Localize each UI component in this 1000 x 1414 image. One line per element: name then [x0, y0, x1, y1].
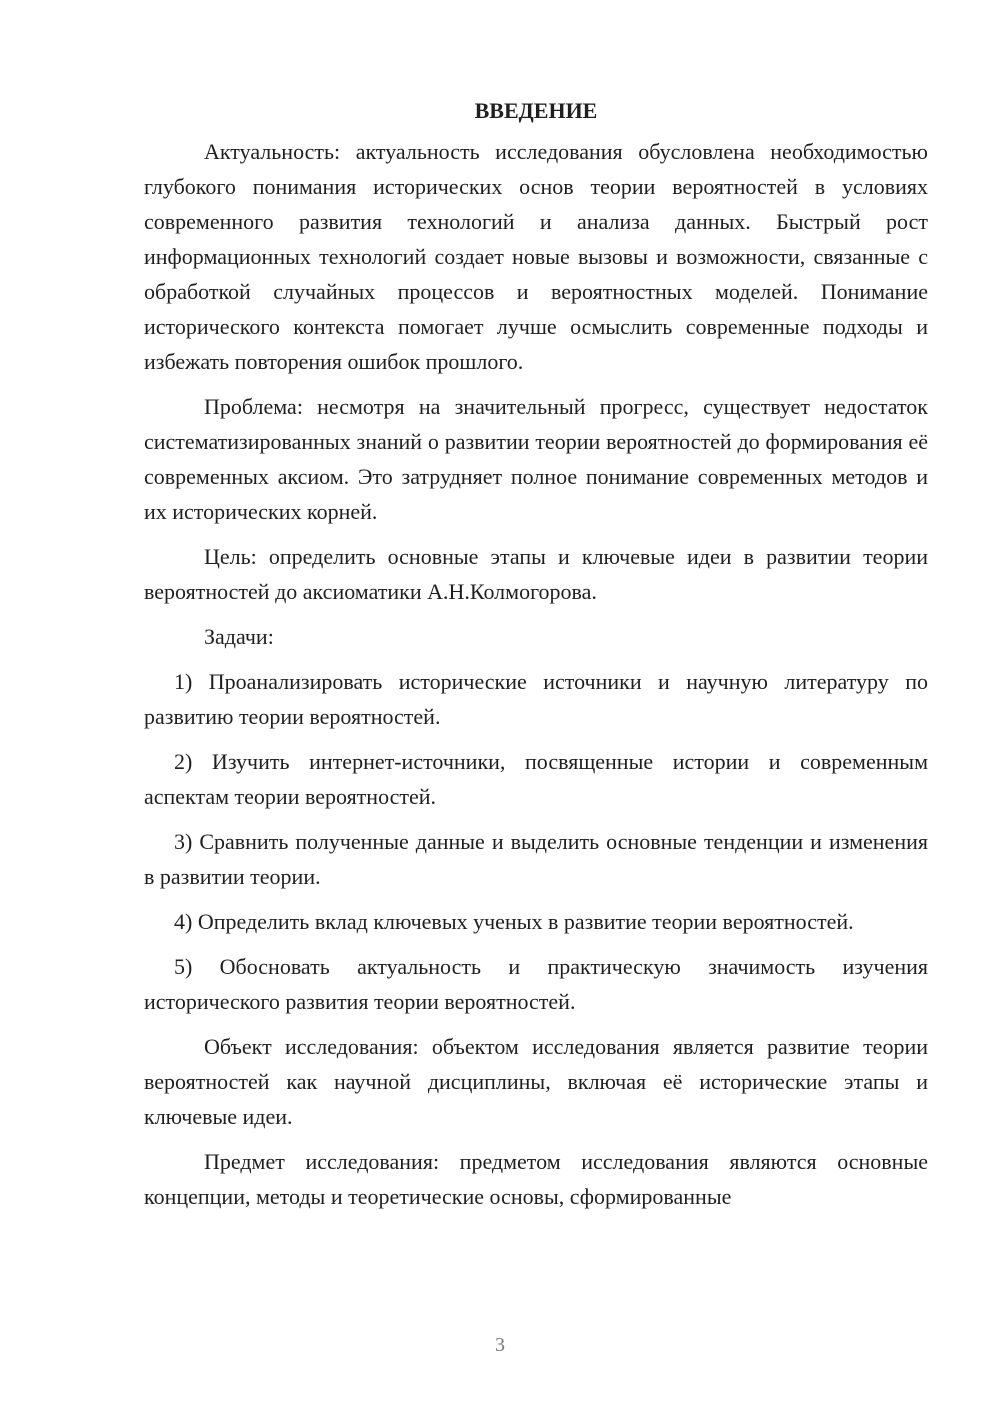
task-item-5: 5) Обосновать актуальность и практическую значимость изучения исторического развития теории вероятностей.	[144, 954, 928, 1014]
page-number: 3	[495, 1334, 505, 1356]
goal-paragraph: Цель: определить основные этапы и ключевые идеи в развитии теории вероятностей до аксиоматики А.Н.Колмогорова.	[144, 544, 928, 604]
task-item-4: 4) Определить вклад ключевых ученых в развитие теории вероятностей.	[174, 909, 854, 934]
task-item-2: 2) Изучить интернет-источники, посвященные истории и современным аспектам теории вероятностей.	[144, 749, 928, 809]
document-page	[144, 96, 928, 1224]
relevance-paragraph: Актуальность: актуальность исследования обусловлена необходимостью глубокого понимания исторических основ теории вероятностей в условиях современного развития технологий и анализа данных. Быстрый рост информационных технологий создает новые вызовы и возможности, связанные с обработкой случайных процессов и вероятностных моделей. Понимание исторического контекста помогает лучше осмыслить современные подходы и избежать повторения ошибок прошлого.	[144, 139, 928, 374]
tasks-heading: Задачи:	[204, 624, 274, 649]
task-item-3: 3) Сравнить полученные данные и выделить основные тенденции и изменения в развитии теории.	[144, 829, 928, 889]
subject-paragraph: Предмет исследования: предметом исследования являются основные концепции, методы и теоретические основы, сформированные	[144, 1149, 928, 1209]
task-item-1: 1) Проанализировать исторические источники и научную литературу по развитию теории вероятностей.	[144, 669, 928, 729]
object-paragraph: Объект исследования: объектом исследования является развитие теории вероятностей как научной дисциплины, включая её исторические этапы и ключевые идеи.	[144, 1034, 928, 1129]
problem-paragraph: Проблема: несмотря на значительный прогресс, существует недостаток систематизированных знаний о развитии теории вероятностей до формирования её современных аксиом. Это затрудняет полное понимание современных методов и их исторических корней.	[144, 394, 928, 524]
section-heading: ВВЕДЕНИЕ	[474, 98, 598, 123]
